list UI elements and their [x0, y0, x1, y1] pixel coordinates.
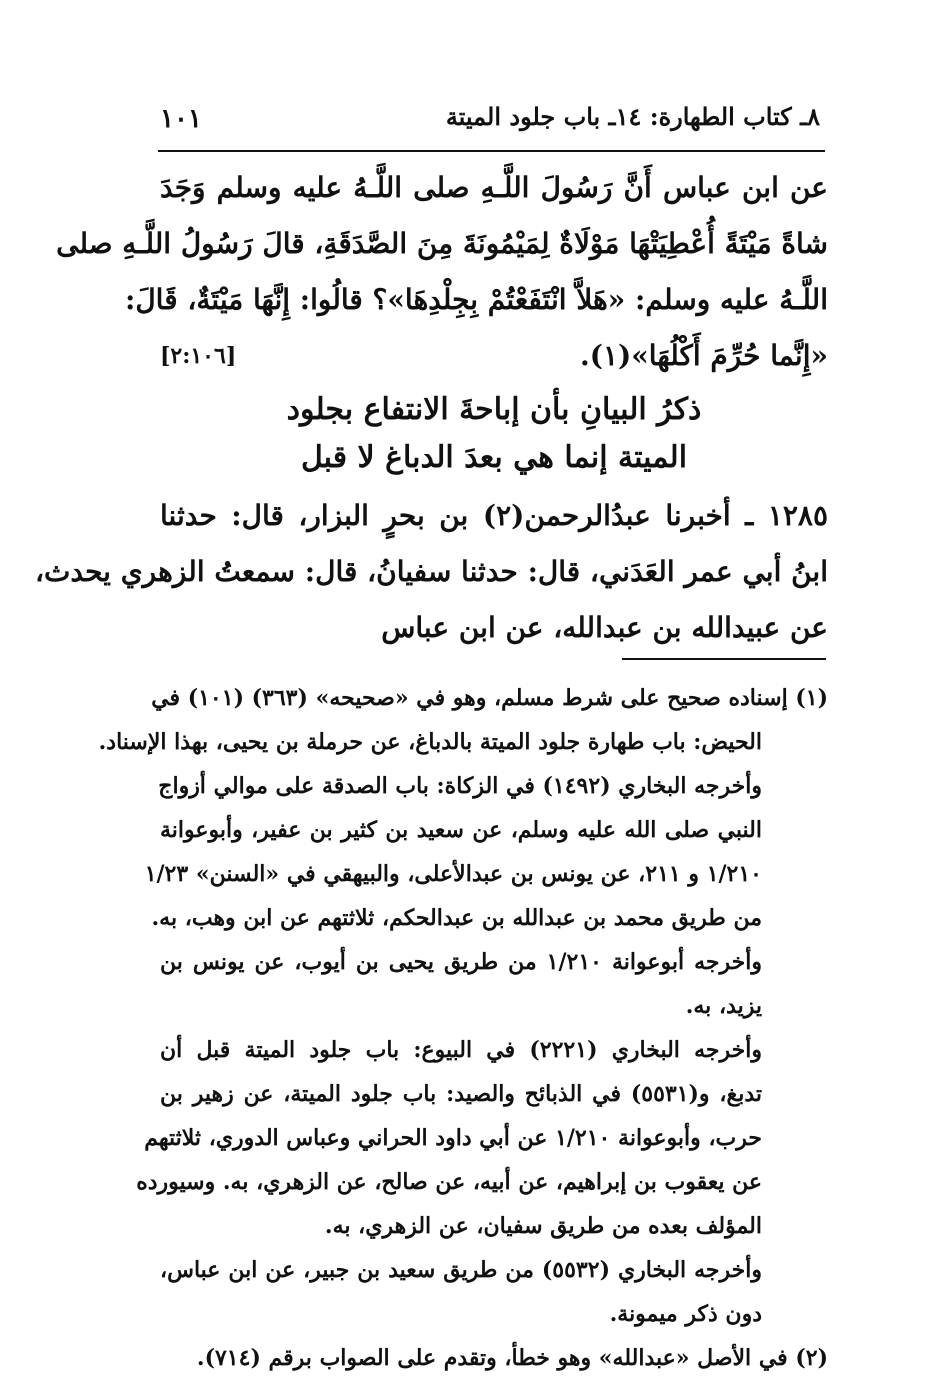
hadith-text-block: [56, 160, 828, 384]
header-divider: [158, 150, 825, 152]
page-number: ١٠١: [160, 104, 202, 134]
chapter-heading-line-2: الميتة إنما هي بعدَ الدباغ لا قبل: [300, 440, 688, 475]
header-title: ٨ـ كتاب الطهارة: ١٤ـ باب جلود الميتة: [445, 102, 820, 131]
hadith-1285-line: ابنُ أبي عمر العَدَني، قال: حدثنا سفيانُ، قال: سمعتُ الزهري يحدث،: [35, 555, 828, 588]
hadith-last-line: [160, 328, 828, 384]
footnote-divider: [622, 658, 826, 660]
chapter-heading-line-1: ذكرُ البيانِ بأن إباحةَ الانتفاع بجلود: [286, 392, 702, 427]
hadith-1285-line: عن عبيدالله بن عبدالله، عن ابن عباس: [381, 611, 828, 644]
hadith-line: عن ابن عباس أَنَّ رَسُولَ اللَّـهِ صلى اللَّـهُ عليه وسلم وَجَدَ: [160, 171, 828, 204]
footnote-line: حرب، وأبوعوانة ١/٢١٠ عن أبي داود الحراني وعباس الدوري، ثلاثتهم: [144, 1125, 762, 1151]
hadith-1285-line: ١٢٨٥ ـ أخبرنا عبدُالرحمن(٢) بن بحرٍ البزار، قال: حدثنا: [160, 499, 828, 532]
footnotes-block: [98, 676, 828, 1380]
footnote-line: وأخرجه البخاري (٥٥٣٢) من طريق سعيد بن جبير، عن ابن عباس،: [160, 1257, 762, 1283]
hadith-line: «إِنَّما حُرِّمَ أَكْلُهَا»(١).: [580, 339, 828, 372]
hadith-line: اللَّـهُ عليه وسلم: «هَلاَّ انْتَفَعْتُمْ بِجِلْدِهَا»؟ قالُوا: إِنَّهَا مَيْتَةٌ، قَالَ:: [124, 283, 828, 316]
hadith-1285-block: [35, 488, 828, 656]
footnote-line: المؤلف بعده من طريق سفيان، عن الزهري، به.: [324, 1213, 762, 1239]
footnote-line: وأخرجه البخاري (١٤٩٢) في الزكاة: باب الصدقة على موالي أزواج: [158, 773, 762, 799]
hadith-line: شاةً مَيْتَةً أُعْطِيَتْهَا مَوْلَاةٌ لِمَيْمُونَةَ مِنَ الصَّدَقَةِ، قالَ رَسُولُ اللَّـهِ صلى: [56, 227, 828, 260]
footnote-line: ١/٢١٠ و ٢١١، عن يونس بن عبدالأعلى، والبيهقي في «السنن» ١/٢٣: [144, 861, 762, 887]
footnote-line: دون ذكر ميمونة.: [609, 1301, 762, 1327]
footnote-line: تدبغ، و(٥٥٣١) في الذبائح والصيد: باب جلود الميتة، عن زهير بن: [160, 1081, 762, 1107]
footnote-line: (١) إسناده صحيح على شرط مسلم، وهو في «صحيحه» (٣٦٣) (١٠١) في: [151, 685, 828, 711]
footnote-line: وأخرجه أبوعوانة ١/٢١٠ من طريق يحيى بن أيوب، عن يونس بن: [160, 949, 762, 975]
footnote-line: وأخرجه البخاري (٢٢٢١) في البيوع: باب جلود الميتة قبل أن: [160, 1037, 762, 1063]
hadith-reference: [٢:١٠٦]: [160, 343, 237, 369]
footnote-line: عن يعقوب بن إبراهيم، عن أبيه، عن صالح، عن الزهري، به. وسيورده: [136, 1169, 762, 1195]
footnote-line: يزيد، به.: [685, 993, 762, 1019]
footnote-line: النبي صلى الله عليه وسلم، عن سعيد بن كثير بن عفير، وأبوعوانة: [160, 817, 762, 843]
running-header: [160, 98, 820, 138]
footnote-line: (٢) في الأصل «عبدالله» وهو خطأ، وتقدم على الصواب برقم (٧١٤).: [196, 1345, 828, 1371]
footnote-line: الحيض: باب طهارة جلود الميتة بالدباغ، عن حرملة بن يحيى، بهذا الإسناد.: [98, 729, 762, 755]
footnote-line: من طريق محمد بن عبدالله بن عبدالحكم، ثلاثتهم عن ابن وهب، به.: [151, 905, 762, 931]
